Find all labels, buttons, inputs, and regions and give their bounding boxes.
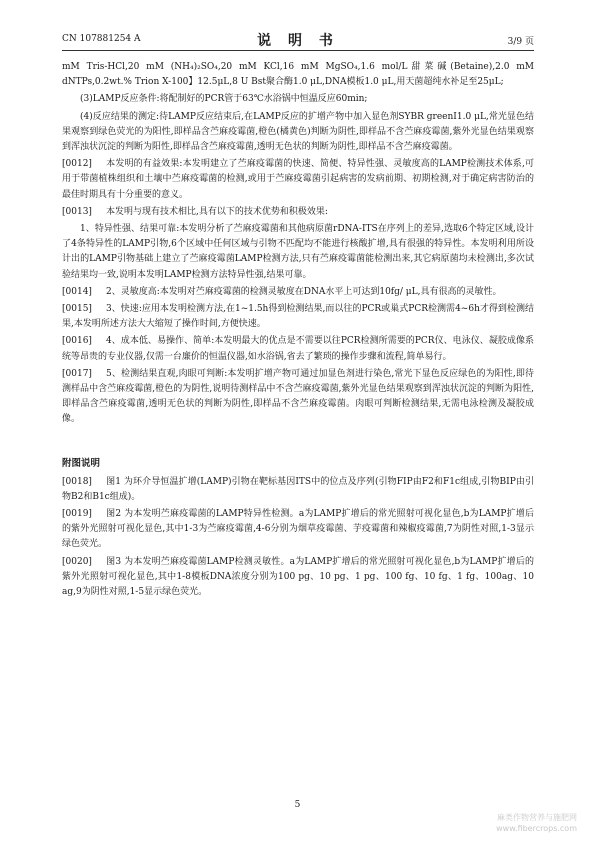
- paragraph-number: [0015]: [62, 304, 92, 315]
- watermark: [427, 812, 577, 834]
- paragraph-text: 4、成本低、易操作、简单:本发明最大的优点是不需要以往PCR检测所需要的PCR仪、电泳仪、凝胶成像系统等昂贵的专业仪器,仅需一台廉价的恒温仪器,如水浴锅,省去了繁琐的操作步骤和流程,简单易行。: [62, 336, 534, 362]
- watermark-title: 麻类作物营养与施肥网: [497, 813, 577, 822]
- paragraph-text: 图2 为本发明苎麻疫霉菌的LAMP特异性检测。a为LAMP扩增后的常光照射可视化显色,b为LAMP扩增后的紫外光照射可视化显色,其中1-3为苎麻疫霉菌,4-6分别为烟草疫霉菌、芋疫霉菌和辣椒疫霉菌,7为阴性对照,1-3显示绿色荧光。: [62, 509, 534, 550]
- paragraph-0016: [62, 334, 534, 364]
- paragraph-reagent-list: [62, 60, 534, 90]
- document-body: [62, 60, 534, 602]
- paragraph-reaction-conditions: [62, 92, 534, 107]
- paragraph-text: mM Tris-HCl,20 mM (NH₄)₂SO₄,20 mM KCl,16 mM MgSO₄,1.6 mol/L甜菜碱(Betaine),2.0 mM dNTPs,0.2wt.% Trion X-100】12.5μL,8 U Bst聚合酶1.0 μL,DNA模板1.0 μL,用天菌超纯水补足至25μL;: [62, 62, 534, 88]
- paragraph-text: 5、检测结果直观,肉眼可判断:本发明扩增产物可通过加显色剂进行染色,常光下显色反应绿色的为阳性,即待测样品中含苎麻疫霉菌,橙色的为阴性,说明待测样品中不含苎麻疫霉菌,紫外光显色结果观察到浑浊状沉淀的判断为阳性,即样品含苎麻疫霉菌,透明无色状的判断为阴性,即样品不含苎麻疫霉菌。肉眼可判断检测结果,无需电泳检测及凝胶成像。: [62, 368, 534, 425]
- paragraph-number: [0019]: [62, 509, 92, 520]
- paragraph-text: 本发明与现有技术相比,具有以下的技术优势和积极效果:: [106, 206, 328, 217]
- paragraph-text: 2、灵敏度高:本发明对苎麻疫霉菌的检测灵敏度在DNA水平上可达到10fg/ μL,具有很高的灵敏性。: [106, 286, 502, 297]
- paragraph-number: [0016]: [62, 336, 92, 347]
- figure-description-0020: [62, 555, 534, 601]
- paragraph-0017: [62, 367, 534, 428]
- paragraph-number: [0020]: [62, 556, 92, 567]
- watermark-url: www.fibercrops.com: [496, 824, 577, 833]
- paragraph-0015: [62, 302, 534, 332]
- figure-description-0018: [62, 475, 534, 505]
- figure-description-0019: [62, 507, 534, 553]
- section-spacer: [62, 430, 534, 456]
- paragraph-number: [0013]: [62, 206, 92, 217]
- paragraph-text: 图1 为环介导恒温扩增(LAMP)引物在靶标基因ITS中的位点及序列(引物FIP由F2和F1c组成,引物BIP由引物B2和B1c组成)。: [62, 476, 534, 502]
- patent-number: CN 107881254 A: [62, 34, 141, 44]
- paragraph-text: 1、特异性强、结果可靠:本发明分析了苎麻疫霉菌和其他病原菌rDNA-ITS在序列上的差异,选取6个特定区域,设计了4条特异性的LAMP引物,6个区域中任何区域与引物不匹配均不能进行核酸扩增,具有很强的特异性。本发明利用所设计出的LAMP引物基础上建立了苎麻疫霉菌LAMP检测方法,只有苎麻疫霉菌能检测出来,其它病原菌均未检测出,多次试验结果均一致,说明本发明LAMP检测方法特异性强,结果可靠。: [62, 224, 534, 280]
- paragraph-0012: [62, 157, 534, 203]
- paragraph-number: [0018]: [62, 476, 92, 487]
- paragraph-0013: [62, 205, 534, 220]
- paragraph-number: [0012]: [62, 159, 92, 170]
- paragraph-text: (4)反应结果的测定:待LAMP反应结束后,在LAMP反应的扩增产物中加入显色剂SYBR greenⅠ1.0 μL,常光显色结果观察到绿色荧光的为阳性,即样品含苎麻疫霉菌,橙色(橘黄色)判断为阴性,即样品不含苎麻疫霉菌,紫外光显色结果观察到浑浊状沉淀的判断为阳性,即样品含苎麻疫霉菌,透明无色状的判断为阴性,即样品不含苎麻疫霉菌。: [62, 111, 534, 153]
- page-indicator: 3/9 页: [507, 37, 534, 47]
- paragraph-number: [0017]: [62, 368, 92, 379]
- paragraph-text: 3、快速:应用本发明检测方法,在1~1.5h得到检测结果,而以往的PCR或巢式PCR检测需4~6h才得到检测结果,本发明所述方法大大缩短了操作时间,方便快速。: [62, 304, 534, 330]
- paragraph-text: (3)LAMP反应条件:将配制好的PCR管于63℃水浴锅中恒温反应60min;: [80, 94, 368, 105]
- page-number: 5: [294, 800, 301, 810]
- paragraph-text: 图3 为本发明苎麻疫霉菌LAMP检测灵敏性。a为LAMP扩增后的常光照射可视化显色,b为LAMP扩增后的紫外光照射可视化显色,其中1-8模板DNA浓度分别为100 pg、10 pg、1 pg、100 fg、10 fg、1 fg、100ag、10 ag,9为阴性对照,1-5显示绿色荧光。: [62, 556, 534, 598]
- paragraph-0014: [62, 285, 534, 300]
- paragraph-text: 本发明的有益效果:本发明建立了苎麻疫霉菌的快速、简便、特异性强、灵敏度高的LAMP检测技术体系,可用于带菌植株组织和土壤中苎麻疫霉菌的检测,或用于苎麻疫霉菌引起病害的发病前期、初期检测,对于确定病害防治的最佳时期具有十分重要的意义。: [62, 159, 534, 200]
- page-header: [62, 30, 534, 51]
- page-title: 说 明 书: [257, 33, 339, 49]
- paragraph-result-determination: [62, 110, 534, 156]
- section-heading: 附图说明: [62, 457, 101, 469]
- paragraph-specificity: [62, 222, 534, 283]
- paragraph-number: [0014]: [62, 286, 92, 297]
